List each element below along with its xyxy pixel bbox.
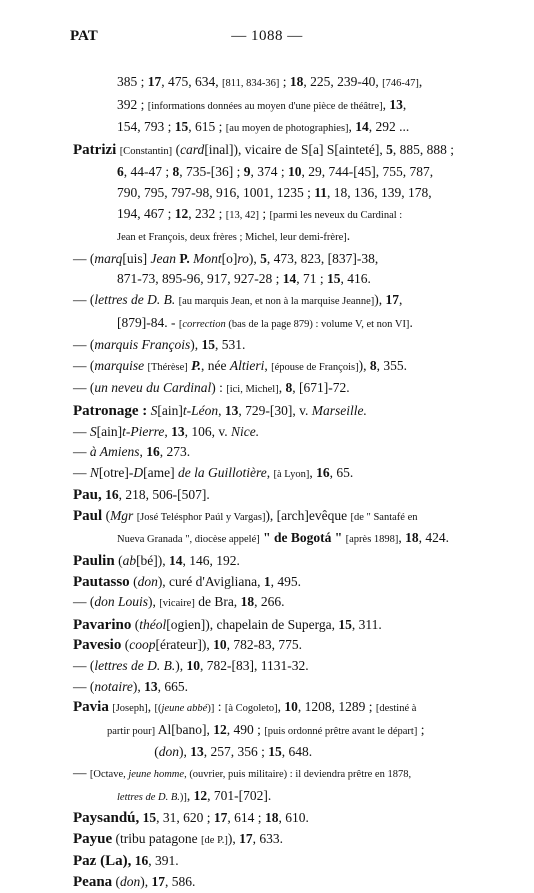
entry-peana: Peana (don), 17, 586.	[73, 873, 196, 890]
entry-pavesio: Pavesio (coop[érateur]), 10, 782-83, 775.	[73, 637, 303, 654]
headword: Pavesio	[73, 637, 122, 654]
entry-pautasso: Pautasso (don), curé d'Avigliana, 1, 495.	[73, 573, 301, 590]
headword: Pavia	[73, 699, 109, 716]
entry-patronage-guillotiere: — N[otre]-D[ame] de la Guillotière, [à Lyon], 16, 65.	[73, 464, 354, 480]
entry-patrizi-lettres: — (lettres de D. B. [au marquis Jean, et non à la marquise Jeanne]), 17, [879]-84. - [correction (bas de la page 879) : volume V, et non VI].	[73, 291, 413, 330]
entry-patronage-pierre: — S[ain]t-Pierre, 13, 106, v. Nice.	[73, 423, 260, 439]
entry-pat-continuation: 385 ; 17, 475, 634, [811, 834-36] ; 18, 225, 239-40, [746-47], 392 ; [informations données au moyen d'une pièce de théâtre], 13, 154, 793 ; 15, 615 ; [au moyen de photographies], 14, 292 ...	[117, 74, 423, 135]
headword: Patronage :	[73, 402, 148, 419]
entry-payue: Payue (tribu patagone [de P.]), 17, 633.	[73, 830, 283, 847]
headword: Paul	[73, 507, 103, 524]
entry-patrizi-francois: — (marquis François), 15, 531.	[73, 337, 246, 353]
entry-paulin: Paulin (ab[bé]), 14, 146, 192.	[73, 553, 240, 570]
running-header: PAT	[70, 28, 98, 44]
entry-paysandu: Paysandú, 15, 31, 620 ; 17, 614 ; 18, 610.	[73, 810, 309, 827]
headword: Payue	[73, 830, 113, 847]
entry-pavia: Pavia [Joseph], [(jeune abbé)] : [à Cogoleto], 10, 1208, 1289 ; [destiné à partir pour] Al[bano], 12, 490 ; [puis ordonné prêtre avant le départ] ; (don), 13, 257, 356 ; 15, 648.	[73, 699, 425, 760]
entry-pavia-octave: — [Octave, jeune homme, (ouvrier, puis militaire) : il deviendra prêtre en 1878, lettres de D. B.)], 12, 701-[702].	[73, 765, 412, 803]
entry-patronage: Patronage : S[ain]t-Léon, 13, 729-[30], v. Marseille.	[73, 402, 367, 419]
headword: Patrizi	[73, 141, 117, 158]
headword: Paysandú,	[73, 810, 140, 827]
entry-patrizi-neveu: — (un neveu du Cardinal) : [ici, Michel], 8, [671]-72.	[73, 380, 350, 396]
headword: Paz (La),	[73, 853, 132, 870]
entry-pavarino: Pavarino (théol[ogien]), chapelain de Superga, 15, 311.	[73, 616, 382, 633]
entry-patrizi-therese: — (marquise [Thérèse] P., née Altieri, [épouse de François]), 8, 355.	[73, 357, 407, 373]
entry-pau: Pau, 16, 218, 506-[507].	[73, 487, 210, 504]
entry-paz: Paz (La), 16, 391.	[73, 853, 179, 870]
headword: Pautasso	[73, 573, 130, 590]
index-body	[73, 72, 473, 893]
headword: Peana	[73, 873, 113, 890]
entry-patrizi-jean: — (marq[uis] Jean P. Mont[o]ro), 5, 473, 823, [837]-38, 871-73, 895-96, 917, 927-28 ; 14, 71 ; 15, 416.	[73, 250, 379, 287]
entry-pavesio-lettres: — (lettres de D. B.), 10, 782-[83], 1131-32.	[73, 658, 309, 674]
headword: Pau,	[73, 487, 102, 504]
entry-patronage-amiens: — à Amiens, 16, 273.	[73, 444, 191, 460]
entry-paul: Paul (Mgr [José Telésphor Paúl y Vargas]), [arch]evêque [de " Santafé en Nueva Granada ", diocèse appelé] " de Bogotá " [après 1898], 18, 424.	[73, 507, 450, 546]
headword: Pavarino	[73, 616, 132, 633]
entry-pautasso-louis: — (don Louis), [vicaire] de Bra, 18, 266.	[73, 594, 285, 610]
entry-patrizi: Patrizi [Constantin] (card[inal]), vicaire de S[a] S[ainteté], 5, 885, 888 ; 6, 44-47 ; 8, 735-[36] ; 9, 374 ; 10, 29, 744-[45], 755, 787, 790, 795, 797-98, 916, 1001, 1235 ; 11, 18, 136, 139, 178, 194, 467 ; 12, 232 ; [13, 42] ; [parmi les neveux du Cardinal : Jean et François, deux frères ; Michel, leur demi-frère].	[73, 141, 454, 244]
entry-pavesio-notaire: — (notaire), 13, 665.	[73, 678, 188, 694]
headword: Paulin	[73, 553, 115, 570]
page-number: — 1088 —	[231, 28, 303, 44]
